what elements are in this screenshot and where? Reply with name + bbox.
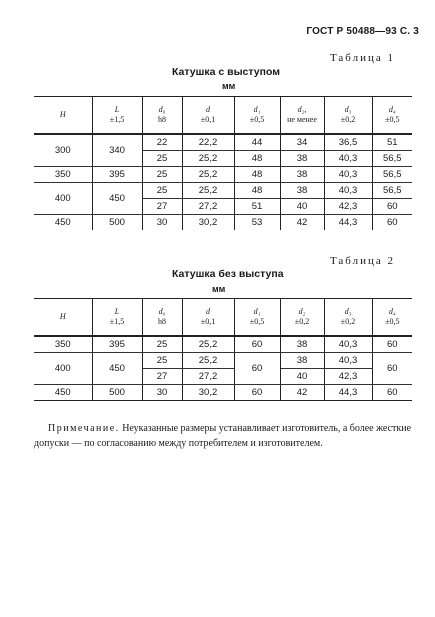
table2-unit: мм — [212, 284, 226, 294]
cell-d4: 51 — [372, 134, 412, 151]
cell-d2: 40 — [280, 199, 324, 215]
cell-d4: 60 — [372, 385, 412, 401]
page-header: ГОСТ Р 50488—93 С. 3 — [306, 26, 419, 37]
cell-d: 27,2 — [182, 369, 234, 385]
cell-d1: 48 — [234, 151, 280, 167]
cell-d3: 36,5 — [324, 134, 372, 151]
cell-d3: 40,3 — [324, 151, 372, 167]
cell-d4: 56,5 — [372, 183, 412, 199]
note-text: Неуказанные размеры устанавливает изготовитель, а более жесткие допуски — по согласованию между потребителем и изготовителем. — [34, 423, 412, 449]
cell-d4: 56,5 — [372, 151, 412, 167]
cell-d: 25,2 — [182, 353, 234, 369]
col-d4-header: d₄ ±0,5 — [372, 299, 412, 337]
cell-d: 25,2 — [182, 167, 234, 183]
cell-d1: 60 — [234, 336, 280, 353]
cell-d2: 38 — [280, 336, 324, 353]
table2-header-row — [34, 299, 412, 337]
col-d2-header: d₂, не менее — [280, 97, 324, 135]
table1-label: Таблица 1 — [329, 52, 395, 64]
cell-d0: 25 — [142, 167, 182, 183]
cell-d: 30,2 — [182, 385, 234, 401]
cell-d3: 44,3 — [324, 385, 372, 401]
cell-d: 25,2 — [182, 336, 234, 353]
col-h-header: H — [34, 299, 92, 337]
cell-h: 400 — [34, 183, 92, 215]
cell-d4: 60 — [372, 353, 412, 385]
col-l-header: L ±1,5 — [92, 299, 142, 337]
cell-d: 30,2 — [182, 215, 234, 231]
cell-d: 25,2 — [182, 151, 234, 167]
col-d2-header: d₂ ±0,2 — [280, 299, 324, 337]
cell-l: 450 — [92, 183, 142, 215]
cell-d4: 60 — [372, 199, 412, 215]
col-d0-header: d₀ h8 — [142, 97, 182, 135]
cell-d3: 40,3 — [324, 353, 372, 369]
cell-d3: 40,3 — [324, 336, 372, 353]
cell-d2: 38 — [280, 353, 324, 369]
cell-d2: 38 — [280, 151, 324, 167]
table-row — [34, 336, 412, 353]
table-row — [34, 353, 412, 369]
cell-d2: 38 — [280, 183, 324, 199]
cell-l: 500 — [92, 215, 142, 231]
cell-d3: 40,3 — [324, 167, 372, 183]
col-d3-header: d₃ ±0,2 — [324, 97, 372, 135]
cell-d0: 27 — [142, 199, 182, 215]
cell-d3: 42,3 — [324, 369, 372, 385]
cell-d2: 42 — [280, 215, 324, 231]
col-d1-header: d₁ ±0,5 — [234, 97, 280, 135]
cell-l: 340 — [92, 134, 142, 167]
table1-header-row — [34, 97, 412, 135]
table-row — [34, 215, 412, 231]
cell-d0: 22 — [142, 134, 182, 151]
cell-d0: 30 — [142, 385, 182, 401]
cell-d1: 60 — [234, 385, 280, 401]
cell-d: 27,2 — [182, 199, 234, 215]
cell-h: 450 — [34, 215, 92, 231]
cell-d3: 42,3 — [324, 199, 372, 215]
cell-d3: 44,3 — [324, 215, 372, 231]
table-row — [34, 134, 412, 151]
cell-d1: 44 — [234, 134, 280, 151]
table1-unit: мм — [222, 81, 236, 91]
cell-d4: 56,5 — [372, 167, 412, 183]
cell-d0: 25 — [142, 336, 182, 353]
cell-d2: 34 — [280, 134, 324, 151]
col-l-header: L ±1,5 — [92, 97, 142, 135]
cell-h: 450 — [34, 385, 92, 401]
table1-title: Катушка с выступом — [172, 66, 281, 78]
table-row — [34, 167, 412, 183]
cell-h: 350 — [34, 167, 92, 183]
cell-d2: 38 — [280, 167, 324, 183]
col-d-header: d ±0,1 — [182, 299, 234, 337]
col-h-header: H — [34, 97, 92, 135]
cell-d1: 48 — [234, 183, 280, 199]
col-d1-header: d₁ ±0,5 — [234, 299, 280, 337]
table-note — [34, 421, 414, 451]
table1 — [34, 96, 412, 230]
cell-d0: 25 — [142, 183, 182, 199]
cell-d0: 30 — [142, 215, 182, 231]
col-d3-header: d₃ ±0,2 — [324, 299, 372, 337]
cell-d4: 60 — [372, 215, 412, 231]
table2-label: Таблица 2 — [329, 255, 395, 267]
table2-title: Катушка без выступа — [172, 268, 284, 280]
col-d0-header: d₀ h8 — [142, 299, 182, 337]
cell-d1: 60 — [234, 353, 280, 385]
note-label: Примечание. — [48, 423, 120, 434]
cell-d2: 42 — [280, 385, 324, 401]
cell-d0: 25 — [142, 151, 182, 167]
cell-d0: 27 — [142, 369, 182, 385]
cell-d4: 60 — [372, 336, 412, 353]
cell-d3: 40,3 — [324, 183, 372, 199]
table-row — [34, 385, 412, 401]
col-d-header: d ±0,1 — [182, 97, 234, 135]
cell-d1: 53 — [234, 215, 280, 231]
col-d4-header: d₄ ±0,5 — [372, 97, 412, 135]
cell-d2: 40 — [280, 369, 324, 385]
table2 — [34, 298, 412, 401]
cell-d: 22,2 — [182, 134, 234, 151]
cell-l: 500 — [92, 385, 142, 401]
cell-h: 300 — [34, 134, 92, 167]
cell-d1: 51 — [234, 199, 280, 215]
cell-d0: 25 — [142, 353, 182, 369]
cell-d1: 48 — [234, 167, 280, 183]
cell-h: 400 — [34, 353, 92, 385]
cell-l: 450 — [92, 353, 142, 385]
cell-d: 25,2 — [182, 183, 234, 199]
table-row — [34, 183, 412, 199]
cell-l: 395 — [92, 167, 142, 183]
cell-h: 350 — [34, 336, 92, 353]
cell-l: 395 — [92, 336, 142, 353]
